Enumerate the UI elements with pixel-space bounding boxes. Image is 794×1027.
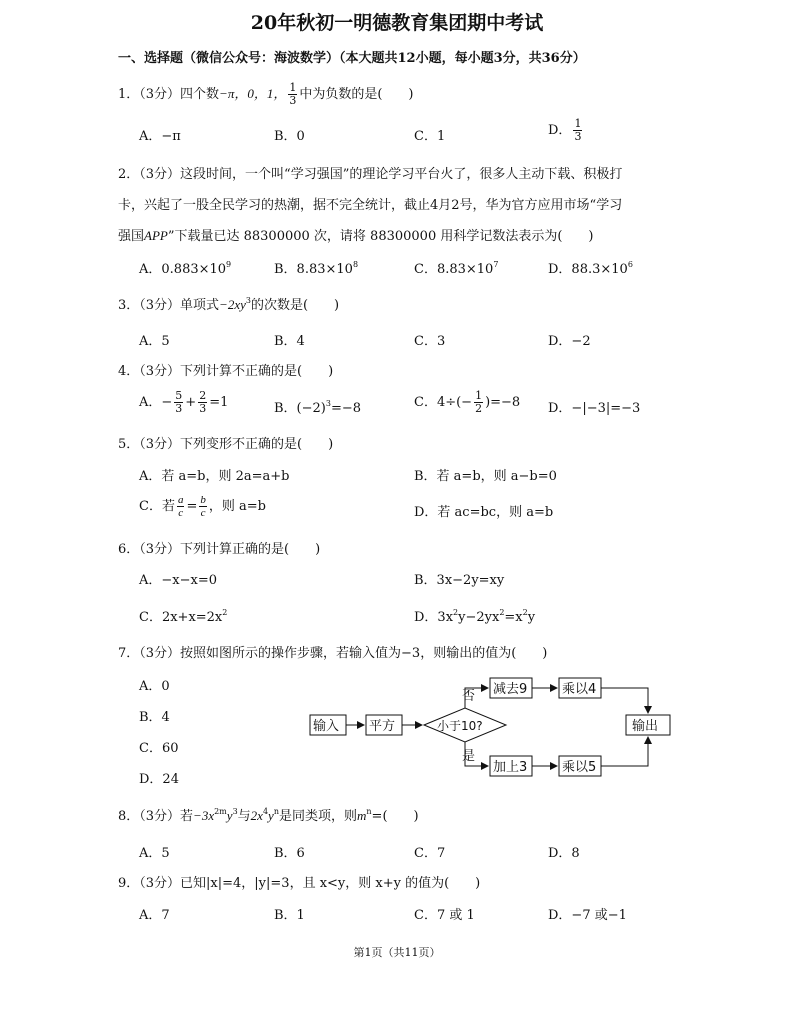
flow-yes-label: 是 <box>462 749 476 764</box>
q8-t1b: y <box>226 808 233 823</box>
q8-option-b: B．6 <box>274 846 305 861</box>
q6-d-e2: 2 <box>499 608 505 617</box>
q2-b-base: B．8.83×10 <box>274 262 353 277</box>
q5-option-c <box>139 494 266 519</box>
q2-line3 <box>118 225 594 244</box>
q7-option-c: C．60 <box>139 741 179 756</box>
question-1 <box>118 82 414 107</box>
q6-d-c: =x <box>504 610 523 625</box>
q8-stem-a: 8．（3分）若 <box>118 809 194 824</box>
question-8 <box>118 805 419 824</box>
q3-expr: −2xy <box>219 297 246 312</box>
q4-a-n1: 5 <box>175 389 183 402</box>
q3-option-b: B．4 <box>274 334 305 349</box>
page-title: 20年秋初一明德教育集团期中考试 <box>250 12 544 34</box>
q4-a-frac1 <box>174 390 183 415</box>
q5-c-label: C．若 <box>139 499 175 514</box>
q3-stem-a: 3．（3分）单项式 <box>118 298 220 313</box>
q1-option-a: A．−π <box>139 129 181 144</box>
question-7: 7．（3分）按照如图所示的操作步骤，若输入值为−3，则输出的值为( ) <box>118 646 548 661</box>
q7-option-a: A．0 <box>139 679 170 694</box>
flow-output-label: 输出 <box>632 719 659 734</box>
q5-option-d: D．若 ac=bc，则 a=b <box>414 505 554 520</box>
q6-c-exp: 2 <box>222 608 228 617</box>
q5-c-eq: = <box>186 499 198 514</box>
q4-option-d: D．−|−3|=−3 <box>548 401 641 416</box>
q2-a-exp: 9 <box>226 260 232 269</box>
q5-c-n2: b <box>200 494 206 506</box>
q4-a-n2: 2 <box>199 389 207 402</box>
q9-option-a: A．7 <box>139 908 170 923</box>
q4-a-d2: 3 <box>199 402 207 415</box>
q2-option-a <box>139 258 231 277</box>
q4-c-frac <box>474 390 483 415</box>
q1-frac-num: 1 <box>289 81 297 94</box>
q8-mne: n <box>366 807 372 816</box>
q8-option-c: C．7 <box>414 846 446 861</box>
q1-fraction <box>288 82 297 107</box>
q8-t2be: n <box>273 807 279 816</box>
q6-c-base: C．2x+x=2x <box>139 610 223 625</box>
q7-option-b: B．4 <box>139 710 170 725</box>
q5-c-frac2 <box>199 494 207 519</box>
q6-d-d: y <box>527 610 536 625</box>
q1-stem-a: 1．（3分）四个数 <box>118 87 220 102</box>
question-9: 9．（3分）已知|x|=4，|y|=3，且 x<y，则 x+y 的值为( ) <box>118 876 481 891</box>
q2-b-exp: 8 <box>352 260 359 269</box>
q4-b-exp: 3 <box>325 399 331 408</box>
q2-d-exp: 6 <box>627 260 633 269</box>
question-5: 5．（3分）下列变形不正确的是( ) <box>118 437 334 452</box>
page-footer: 第1页（共11页） <box>353 946 441 959</box>
q4-c-num: 1 <box>475 389 483 402</box>
q5-c-d1: c <box>178 507 184 519</box>
q2-option-d <box>548 258 633 277</box>
q2-c-base: C．8.83×10 <box>414 262 494 277</box>
q4-a-frac2 <box>198 390 207 415</box>
q4-option-c <box>414 390 520 415</box>
q1-d-den: 3 <box>574 130 582 143</box>
section-heading: 一、选择题（微信公众号：海波数学）（本大题共12小题，每小题3分，共36分） <box>118 51 586 66</box>
q1-option-d-fraction <box>573 118 582 143</box>
q4-b-base: B．(−2) <box>274 401 326 416</box>
flow-no-label: 否 <box>462 689 476 704</box>
q5-option-a: A．若 a=b，则 2a=a+b <box>139 469 290 484</box>
q8-t2: 2x <box>250 808 263 823</box>
q1-d-num: 1 <box>574 117 582 130</box>
q3-option-c: C．3 <box>414 334 446 349</box>
q1-option-d <box>548 118 584 143</box>
q4-b-post: =−8 <box>330 401 362 416</box>
q8-mid: 与 <box>237 809 251 824</box>
flow-input-label: 输入 <box>313 719 340 734</box>
q1-option-d-label: D． <box>548 123 572 138</box>
q1-frac-den: 3 <box>289 94 297 107</box>
question-6: 6．（3分）下列计算正确的是( ) <box>118 542 321 557</box>
q8-option-a: A．5 <box>139 846 170 861</box>
q8-t2b: y <box>268 808 274 823</box>
q2-a-base: A．0.883×10 <box>139 262 227 277</box>
q8-t1be: 3 <box>232 807 238 816</box>
q6-option-b: B．3x−2y=xy <box>414 573 505 588</box>
q1-stem-b: 中为负数的是( ) <box>299 87 414 102</box>
q2-line2: 卡，兴起了一股全民学习的热潮，据不完全统计，截止4月2号，华为官方应用市场“学习 <box>118 198 623 213</box>
q6-d-a: D．3x <box>414 610 454 625</box>
question-3 <box>118 294 339 313</box>
q6-d-b: y−2yx <box>458 610 500 625</box>
q8-t1e: 2m <box>214 807 227 816</box>
q2-option-b <box>274 258 358 277</box>
q4-c-post: )=−8 <box>485 395 521 410</box>
q9-option-b: B．1 <box>274 908 305 923</box>
q4-option-a <box>139 390 228 415</box>
question-4: 4．（3分）下列计算不正确的是( ) <box>118 364 334 379</box>
q4-a-pre: − <box>161 395 173 410</box>
q4-a-post: =1 <box>209 395 229 410</box>
q7-option-d: D．24 <box>139 772 179 787</box>
q1-option-b: B．0 <box>274 129 305 144</box>
q5-c-post: ，则 a=b <box>208 499 266 514</box>
q8-stem-c: =( ) <box>371 809 419 824</box>
q4-a-d1: 3 <box>175 402 183 415</box>
q4-option-b <box>274 397 361 416</box>
q5-c-frac1 <box>177 494 185 519</box>
flow-sub9-label: 减去9 <box>493 682 528 697</box>
q3-stem-b: 的次数是( ) <box>250 298 340 313</box>
flow-add3-label: 加上3 <box>493 760 528 775</box>
q4-c-den: 2 <box>475 402 483 415</box>
q8-option-d: D．8 <box>548 846 580 861</box>
q6-d-e1: 2 <box>453 608 459 617</box>
q6-option-c <box>139 606 227 625</box>
q3-option-d: D．−2 <box>548 334 591 349</box>
q2-line3-b: ”下载量已达 88300000 次，请将 88300000 用科学记数法表示为( ) <box>167 229 594 244</box>
flow-cond-label: 小于10? <box>437 719 483 733</box>
q2-app: APP <box>144 228 168 243</box>
q8-mn: m <box>357 808 367 823</box>
q6-option-d <box>414 606 535 625</box>
q8-t1: −3x <box>193 808 215 823</box>
q2-d-base: D．88.3×10 <box>548 262 628 277</box>
q6-option-a: A．−x−x=0 <box>139 573 218 588</box>
q2-c-exp: 7 <box>493 260 499 269</box>
q9-option-d: D．−7 或−1 <box>548 908 627 923</box>
q8-t2e: 4 <box>262 807 269 816</box>
q6-d-e3: 2 <box>522 608 528 617</box>
flow-square-label: 平方 <box>369 719 396 734</box>
q2-line1: 2．（3分）这段时间，一个叫“学习强国”的理论学习平台火了，很多人主动下载、积极打 <box>118 167 623 182</box>
q4-c-label: C．4÷(− <box>414 395 473 410</box>
q5-option-b: B．若 a=b，则 a−b=0 <box>414 469 557 484</box>
flowchart <box>300 672 700 782</box>
q4-a-label: A． <box>139 395 162 410</box>
q1-expr: −π，0，1， <box>219 86 287 101</box>
q9-option-c: C．7 或 1 <box>414 908 475 923</box>
q5-c-n1: a <box>177 494 184 506</box>
flow-mul5-label: 乘以5 <box>562 760 597 775</box>
q3-option-a: A．5 <box>139 334 170 349</box>
q2-option-c <box>414 258 498 277</box>
q4-a-mid: + <box>185 395 197 410</box>
q2-line3-a: 强国 <box>118 229 145 244</box>
q5-c-d2: c <box>200 507 206 519</box>
q3-exp: 3 <box>245 296 251 305</box>
flow-mul4-label: 乘以4 <box>562 682 597 697</box>
q1-option-c: C．1 <box>414 129 446 144</box>
q8-stem-b: 是同类项，则 <box>278 809 357 824</box>
